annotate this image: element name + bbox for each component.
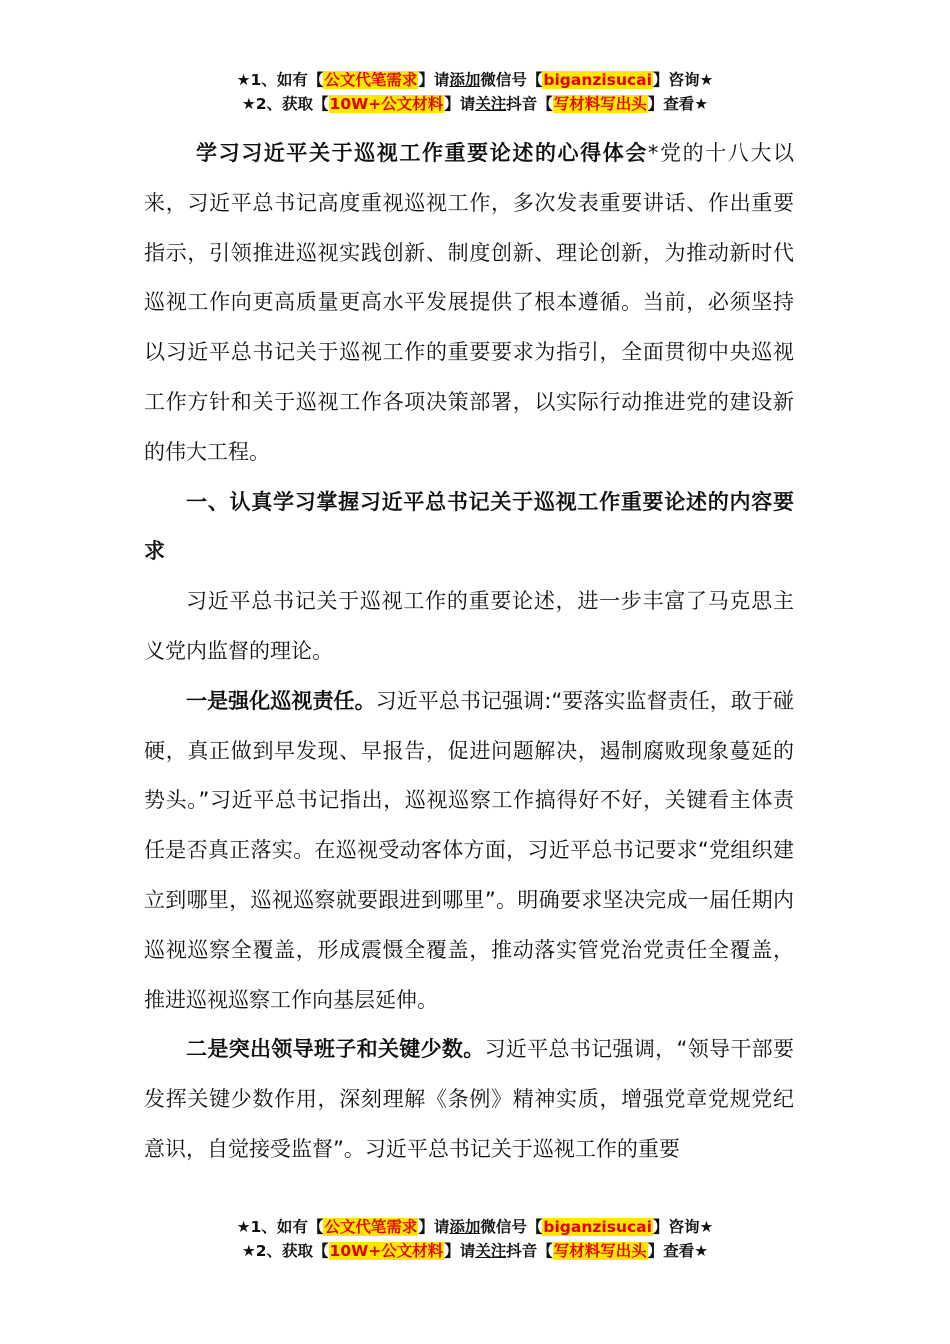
promo-banner-bottom (0, 1215, 950, 1263)
point-2-paragraph (144, 1025, 794, 1174)
promo-text: ★1、如有【 (236, 1218, 324, 1236)
promo-line-2 (0, 92, 950, 116)
promo-underline: 添加 (449, 71, 481, 89)
promo-text: ★1、如有【 (236, 71, 324, 89)
promo-text: 抖音【 (506, 1242, 553, 1260)
document-body (144, 129, 794, 1175)
promo-highlight: 10W+公文材料 (329, 1242, 444, 1260)
promo-line-1 (0, 1215, 950, 1239)
promo-douyin-id: 写材料写出头 (553, 95, 647, 113)
promo-text: ★2、获取【 (241, 1242, 329, 1260)
promo-banner-top (0, 68, 950, 116)
promo-text: 】请 (444, 1242, 476, 1260)
intro-text: *党的十八大以来，习近平总书记高度重视巡视工作，多次发表重要讲话、作出重要指示，引领推进巡视实践创新、制度创新、理论创新，为推动新时代巡视工作向更高质量更高水平发展提供了根本遵循。当前，必须坚持以习近平总书记关于巡视工作的重要要求为指引，全面贯彻中央巡视工作方针和关于巡视工作各项决策部署，以实际行动推进党的建设新的伟大工程。 (144, 141, 794, 464)
promo-text: 】请 (444, 95, 476, 113)
document-title: 学习习近平关于巡视工作重要论述的心得体会 (196, 141, 648, 165)
promo-line-1 (0, 68, 950, 92)
point-1-lead: 一是强化巡视责任。 (186, 688, 376, 713)
promo-wechat-id: biganzisucai (543, 1218, 652, 1236)
promo-text: 】查看★ (647, 95, 709, 113)
paragraph-1: 习近平总书记关于巡视工作的重要论述，进一步丰富了马克思主义党内监督的理论。 (144, 589, 794, 663)
promo-wechat-id: biganzisucai (543, 71, 652, 89)
promo-underline: 添加 (449, 1218, 481, 1236)
promo-text: 】咨询★ (652, 71, 714, 89)
promo-text: 微信号【 (480, 71, 543, 89)
point-1-text: 习近平总书记强调:“要落实监督责任，敢于碰硬，真正做到早发现、早报告，促进问题解决，遏制腐败现象蔓延的势头。”习近平总书记指出，巡视巡察工作搞得好不好，关键看主体责任是否真正落实。在巡视受动客体方面，习近平总书记要求“党组织建立到哪里，巡视巡察就要跟进到哪里”。明确要求坚决完成一届任期内巡视巡察全覆盖，形成震慑全覆盖，推动落实管党治党责任全覆盖，推进巡视巡察工作向基层延伸。 (144, 688, 795, 1012)
promo-highlight: 公文代笔需求 (324, 71, 418, 89)
promo-line-2 (0, 1239, 950, 1263)
promo-text: 抖音【 (506, 95, 553, 113)
section-heading-1: 一、认真学习掌握习近平总书记关于巡视工作重要论述的内容要求 (144, 489, 794, 564)
point-2-lead: 二是突出领导班子和关键少数。 (186, 1037, 485, 1062)
promo-text: 】请 (418, 71, 450, 89)
promo-text: ★2、获取【 (241, 95, 329, 113)
promo-underline: 关注 (475, 95, 507, 113)
point-1-paragraph (144, 677, 794, 1026)
title-paragraph (144, 129, 794, 478)
promo-text: 微信号【 (480, 1218, 543, 1236)
promo-text: 】咨询★ (652, 1218, 714, 1236)
point-2-text: 习近平总书记强调，“领导干部要发挥关键少数作用，深刻理解《条例》精神实质，增强党章党规党纪意识，自觉接受监督”。习近平总书记关于巡视工作的重要 (144, 1037, 794, 1161)
promo-text: 】请 (418, 1218, 450, 1236)
promo-highlight: 10W+公文材料 (329, 95, 444, 113)
promo-underline: 关注 (475, 1242, 507, 1260)
promo-text: 】查看★ (647, 1242, 709, 1260)
promo-highlight: 公文代笔需求 (324, 1218, 418, 1236)
promo-douyin-id: 写材料写出头 (553, 1242, 647, 1260)
